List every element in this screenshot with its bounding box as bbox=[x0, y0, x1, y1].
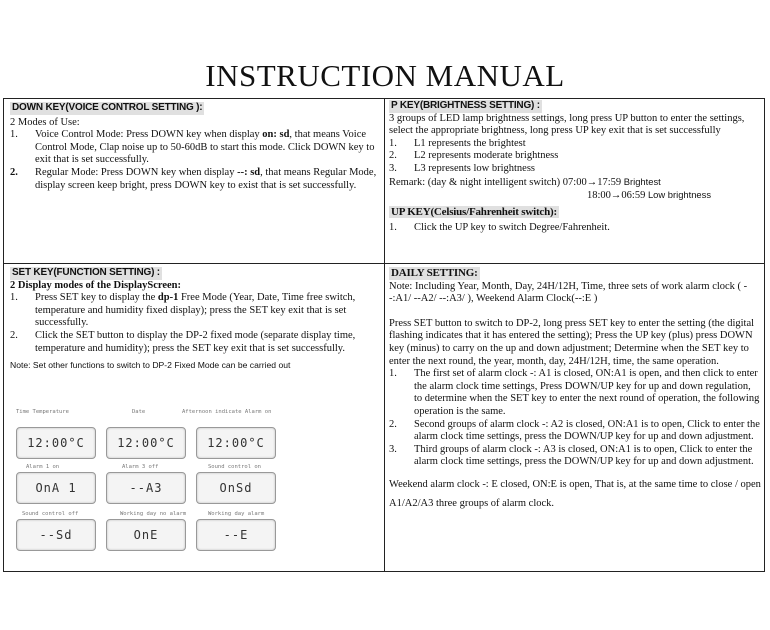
set-item-2: 2. Click the SET button to display the DP-2 fixed mode (separate display time, temperature and humidity); press the SET key exit that is set successfully. bbox=[10, 329, 356, 354]
p-key-remark-2: 18:00→06:59 Low brightness bbox=[587, 189, 712, 202]
display-examples bbox=[12, 409, 274, 549]
down-key-section bbox=[10, 102, 380, 262]
lcd-display-8: OnE bbox=[106, 519, 186, 551]
lcd-label-5: Alarm 3 off bbox=[122, 464, 159, 470]
lcd-label-7: Sound control off bbox=[22, 511, 79, 517]
page-title: INSTRUCTION MANUAL bbox=[205, 58, 565, 93]
lcd-display-6: OnSd bbox=[196, 472, 276, 504]
lcd-display-2: 12:00°C bbox=[106, 427, 186, 459]
lcd-label-9: Working day alarm bbox=[208, 511, 265, 517]
down-item-2: 2. Regular Mode: Press DOWN key when display --: sd, that means Regular Mode, display screen keep bright, press DOWN key to exist that is set successfully. bbox=[10, 166, 377, 191]
set-key-note: Note: Set other functions to switch to DP-2 Fixed Mode can be carried out bbox=[10, 360, 291, 371]
column-divider bbox=[384, 99, 385, 571]
set-item-1: 1. Press SET key to display the dp-1 Free Mode (Year, Date, Time free switch, temperature and humidity fixed display); press the SET key exit that is set successfully. bbox=[10, 292, 356, 329]
lcd-display-3: 12:00°C bbox=[196, 427, 276, 459]
p-item-1: 1. L1 represents the brightest bbox=[389, 137, 526, 149]
up-key-heading: UP KEY(Celsius/Fahrenheit switch): bbox=[391, 205, 557, 218]
up-item-1: 1. Click the UP key to switch Degree/Fahrenheit. bbox=[389, 222, 610, 234]
lcd-display-7: --Sd bbox=[16, 519, 96, 551]
daily-setting-heading: DAILY SETTING: bbox=[391, 267, 478, 279]
lcd-label-6: Sound control on bbox=[208, 464, 261, 470]
lcd-display-5: --A3 bbox=[106, 472, 186, 504]
p-key-remark: Remark: (day & night intelligent switch) 07:00→17:59 Brightest bbox=[389, 175, 661, 188]
lcd-label-4: Alarm 1 on bbox=[26, 464, 60, 470]
p-key-intro: 3 groups of LED lamp brightness settings, long press UP button to enter the settings, select the appropriate brightness, long press UP key exit that is set successfully bbox=[389, 112, 745, 137]
lcd-label-1: Time Temperature bbox=[16, 409, 69, 415]
lcd-label-2: Date bbox=[132, 409, 146, 415]
daily-item-2: 2. Second groups of alarm clock -: A2 is closed, ON:A1 is to open, Click to enter the alarm clock time settings, press the DOWN/UP key for up and down adjustment. bbox=[389, 418, 760, 443]
lcd-display-4: OnA 1 bbox=[16, 472, 96, 504]
daily-weekend: Weekend alarm clock -: E closed, ON:E is open, That is, at the same time to close / open A1/A2/A3 three groups of alarm clock. bbox=[389, 478, 761, 509]
set-key-heading: SET KEY(FUNCTION SETTING) : bbox=[12, 267, 160, 278]
p-key-heading: P KEY(BRIGHTNESS SETTING) : bbox=[391, 100, 540, 111]
daily-setting-section bbox=[389, 267, 761, 569]
daily-paragraph: Press SET button to switch to DP-2, long press SET key to enter the setting (the digital flashing indicates that it has entered the setting); Press the UP key (plus) press DOWN key (minus) to carry on the up and down adjustment; Determine when the SET key to enter the next round, the year, month, day, 24H/12H, time, the same operation. bbox=[389, 317, 755, 367]
down-item-1: 1. Voice Control Mode: Press DOWN key when display on: sd, that means Voice Control Mode, Clap noise up to 50-60dB to start this mode. Click DOWN key to exit that is set successfully. bbox=[10, 129, 375, 166]
p-key-section bbox=[389, 100, 761, 262]
daily-item-1: 1. The first set of alarm clock -: A1 is closed, ON:A1 is open, and then click to enter the alarm clock time settings, Press DOWN/UP key for up and down regulation, to determine when the SET key to enter the next round of operation, the following operation is the same. bbox=[389, 368, 760, 417]
lcd-label-3: Afternoon indicate Alarm on bbox=[182, 409, 272, 415]
daily-item-3: 3. Third groups of alarm clock -: A3 is closed, ON:A1 is to open, Click to enter the alarm clock time settings, press the DOWN/UP key for up and down adjustment. bbox=[389, 443, 754, 468]
row-divider bbox=[4, 263, 764, 264]
set-key-subheading: 2 Display modes of the DisplayScreen: bbox=[10, 279, 182, 291]
daily-note: Note: Including Year, Month, Day, 24H/12H, Time, three sets of work alarm clock ( --:A1/ --A2/ --:A3/ ), Weekend Alarm Clock(--:E ) bbox=[389, 280, 748, 305]
lcd-display-9: --E bbox=[196, 519, 276, 551]
p-item-2: 2. L2 represents moderate brightness bbox=[389, 150, 559, 162]
p-item-3: 3. L3 represents low brightness bbox=[389, 162, 536, 174]
down-key-intro: 2 Modes of Use: bbox=[10, 116, 80, 128]
down-key-heading: DOWN KEY(VOICE CONTROL SETTING ): bbox=[12, 102, 203, 113]
lcd-label-8: Working day no alarm bbox=[120, 511, 187, 517]
instruction-table bbox=[3, 98, 765, 572]
lcd-display-1: 12:00°C bbox=[16, 427, 96, 459]
